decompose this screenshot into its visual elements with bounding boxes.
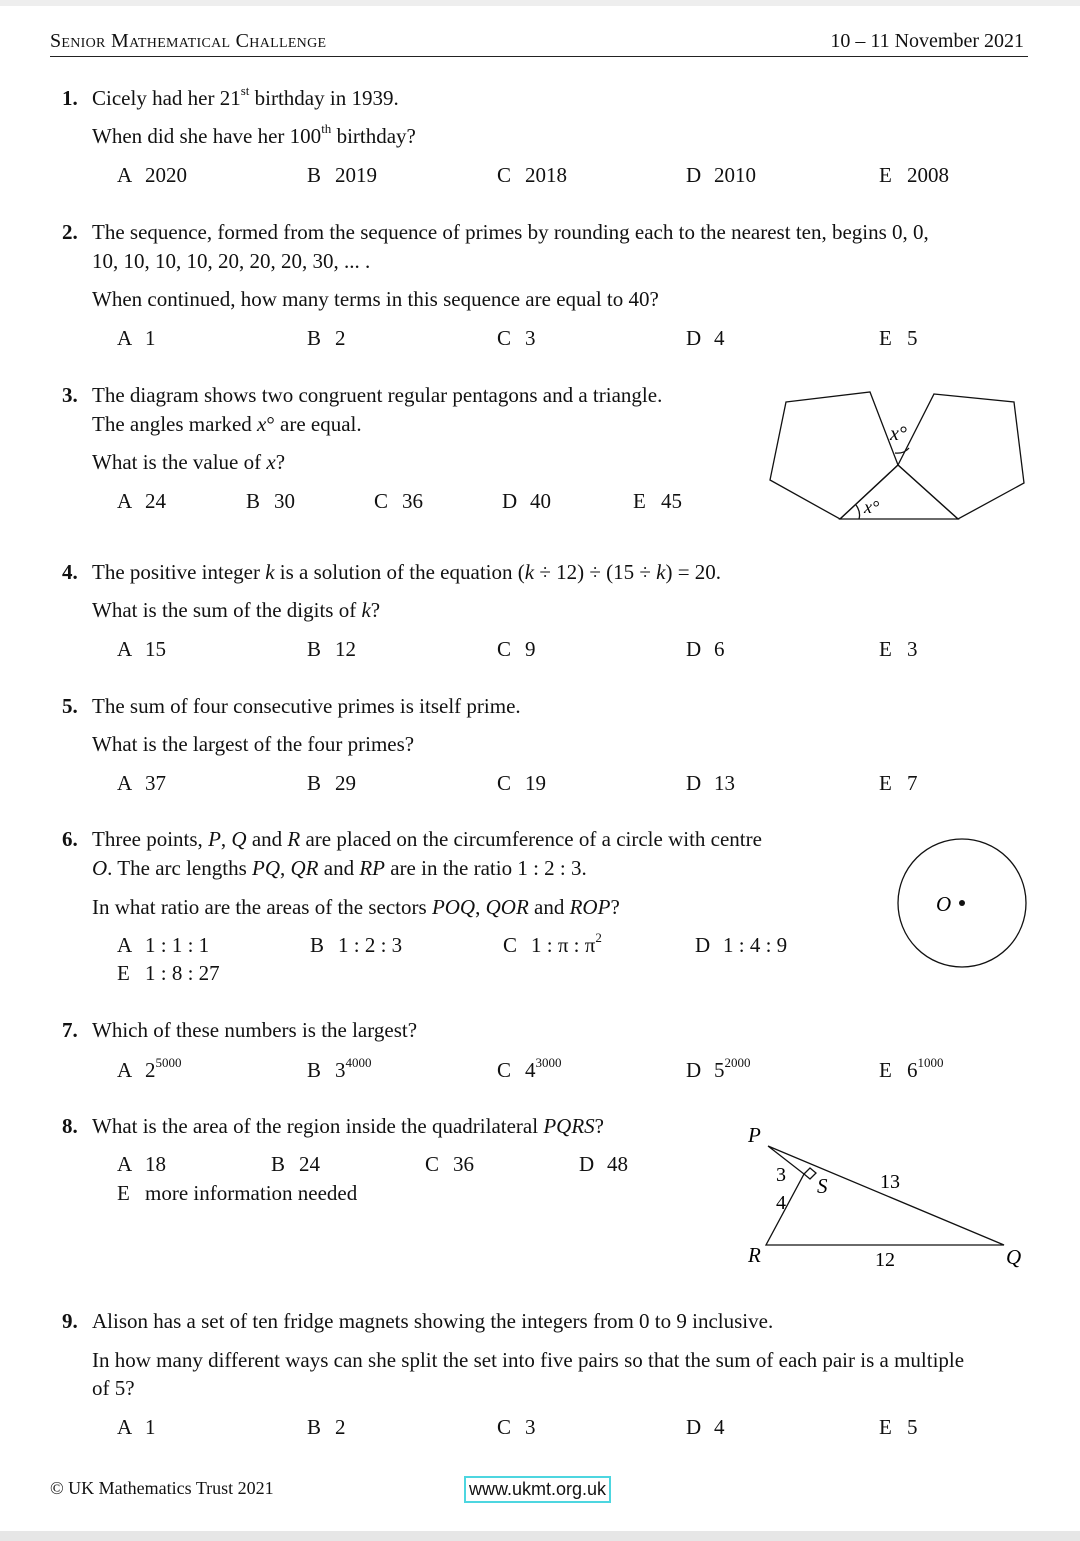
- option-b[interactable]: B 2: [307, 1415, 346, 1439]
- question-text: The sum of four consecutive primes is itself prime.: [92, 694, 521, 718]
- question-number: 5.: [62, 694, 78, 718]
- option-c[interactable]: C 9: [497, 637, 536, 661]
- option-c[interactable]: C 36: [374, 489, 423, 513]
- question-prompt: When continued, how many terms in this sequence are equal to 40?: [92, 287, 659, 311]
- question-text: Alison has a set of ten fridge magnets showing the integers from 0 to 9 inclusive.: [92, 1309, 774, 1333]
- option-a[interactable]: A 1: [117, 1415, 156, 1439]
- option-e[interactable]: E $6^{1000}$: [879, 1055, 944, 1082]
- option-d[interactable]: D 4: [686, 1415, 725, 1439]
- question-text-cont: O. The arc lengths PQ, QR and RP are in the ratio 1 : 2 : 3.: [92, 856, 587, 880]
- option-a[interactable]: A 24: [117, 489, 166, 513]
- option-d[interactable]: D 6: [686, 637, 725, 661]
- question-number: 9.: [62, 1309, 78, 1333]
- option-a[interactable]: A $2^{5000}$: [117, 1055, 182, 1082]
- option-b[interactable]: B 29: [307, 771, 356, 795]
- vertex-label-q: Q: [1006, 1245, 1022, 1269]
- option-a[interactable]: A 1: [117, 326, 156, 350]
- question-text: Three points, P, Q and R are placed on the circumference of a circle with centre: [92, 827, 762, 851]
- option-a[interactable]: A 15: [117, 637, 166, 661]
- option-c[interactable]: C 3: [497, 1415, 536, 1439]
- option-c[interactable]: C 2018: [497, 163, 567, 187]
- question-prompt: When did she have her 100th birthday?: [92, 121, 416, 148]
- option-b[interactable]: B 2: [307, 326, 346, 350]
- option-b[interactable]: B $3^{4000}$: [307, 1055, 372, 1082]
- option-d[interactable]: D 2010: [686, 163, 756, 187]
- option-e[interactable]: E 5: [879, 1415, 918, 1439]
- option-e[interactable]: E 7: [879, 771, 918, 795]
- question-prompt: In how many different ways can she split the set into five pairs so that the sum of each pair is a multiple: [92, 1348, 965, 1372]
- question-number: 7.: [62, 1018, 78, 1042]
- option-c[interactable]: C 36: [425, 1152, 474, 1176]
- option-d[interactable]: D 1 : 4 : 9: [695, 933, 788, 957]
- question-number: 4.: [62, 560, 78, 584]
- option-b[interactable]: B 24: [271, 1152, 320, 1176]
- question-text: The diagram shows two congruent regular pentagons and a triangle.: [92, 383, 663, 407]
- question-text: Which of these numbers is the largest?: [92, 1018, 418, 1042]
- option-a[interactable]: A 37: [117, 771, 166, 795]
- vertex-label-r: R: [748, 1243, 761, 1267]
- option-a[interactable]: A 2020: [117, 163, 187, 187]
- right-angle-mark: [804, 1168, 816, 1179]
- option-d[interactable]: D 13: [686, 771, 735, 795]
- length-label-pq: 13: [880, 1171, 900, 1193]
- option-e[interactable]: E 1 : 8 : 27: [117, 961, 220, 985]
- paper-title: Senior Mathematical Challenge: [50, 30, 327, 52]
- option-b[interactable]: B 12: [307, 637, 356, 661]
- length-label-ps: 3: [776, 1164, 786, 1186]
- vertex-label-p: P: [748, 1123, 761, 1147]
- question-number: 3.: [62, 383, 78, 407]
- question-prompt: What is the value of x?: [92, 450, 286, 474]
- option-e[interactable]: E 5: [879, 326, 918, 350]
- question-number: 2.: [62, 220, 78, 244]
- footer-copyright: © UK Mathematics Trust 2021: [50, 1478, 274, 1498]
- length-label-rq: 12: [875, 1249, 895, 1271]
- option-c[interactable]: C $4^{3000}$: [497, 1055, 562, 1082]
- question-text: What is the area of the region inside the quadrilateral PQRS?: [92, 1114, 604, 1138]
- question-text-cont: 10, 10, 10, 10, 20, 20, 20, 30, ... .: [92, 249, 371, 273]
- option-c[interactable]: C 3: [497, 326, 536, 350]
- question-text-cont: The angles marked x° are equal.: [92, 412, 362, 436]
- question-text: Cicely had her 21st birthday in 1939.: [92, 83, 399, 110]
- option-d[interactable]: D 48: [579, 1152, 628, 1176]
- option-e[interactable]: E 2008: [879, 163, 949, 187]
- option-b[interactable]: B 30: [246, 489, 295, 513]
- question-number: 6.: [62, 827, 78, 851]
- option-b[interactable]: B 2019: [307, 163, 377, 187]
- option-d[interactable]: D $5^{2000}$: [686, 1055, 751, 1082]
- question-text: The sequence, formed from the sequence of primes by rounding each to the nearest ten, begins 0, 0,: [92, 220, 929, 244]
- vertex-label-s: S: [817, 1174, 828, 1198]
- question-number: 1.: [62, 86, 78, 110]
- option-e[interactable]: E more information needed: [117, 1181, 358, 1205]
- centre-label: O: [936, 892, 952, 916]
- question-prompt: What is the largest of the four primes?: [92, 732, 415, 756]
- angle-label-bottom: x°: [864, 497, 880, 517]
- length-label-sr: 4: [776, 1192, 786, 1214]
- angle-label-top: x°: [890, 423, 907, 445]
- option-c[interactable]: C 19: [497, 771, 546, 795]
- option-a[interactable]: A 18: [117, 1152, 166, 1176]
- question-prompt-cont: of 5?: [92, 1376, 135, 1400]
- option-e[interactable]: E 3: [879, 637, 918, 661]
- option-e[interactable]: E 45: [633, 489, 682, 513]
- question-prompt: What is the sum of the digits of k?: [92, 598, 381, 622]
- footer-website-link[interactable]: www.ukmt.org.uk: [464, 1476, 611, 1503]
- question-prompt: In what ratio are the areas of the sectors POQ, QOR and ROP?: [92, 895, 620, 919]
- option-c[interactable]: C 1 : π : $\pi^2$: [503, 930, 602, 957]
- option-d[interactable]: D 40: [502, 489, 551, 513]
- option-a[interactable]: A 1 : 1 : 1: [117, 933, 210, 957]
- question-text: The positive integer k is a solution of the equation (k ÷ 12) ÷ (15 ÷ k) = 20.: [92, 560, 722, 584]
- option-b[interactable]: B 1 : 2 : 3: [310, 933, 403, 957]
- quadrilateral-pqrs: [766, 1146, 1004, 1245]
- paper-date: 10 – 11 November 2021: [830, 30, 1024, 52]
- bottom-edge: [0, 1531, 1080, 1541]
- option-d[interactable]: D 4: [686, 326, 725, 350]
- question-number: 8.: [62, 1114, 78, 1138]
